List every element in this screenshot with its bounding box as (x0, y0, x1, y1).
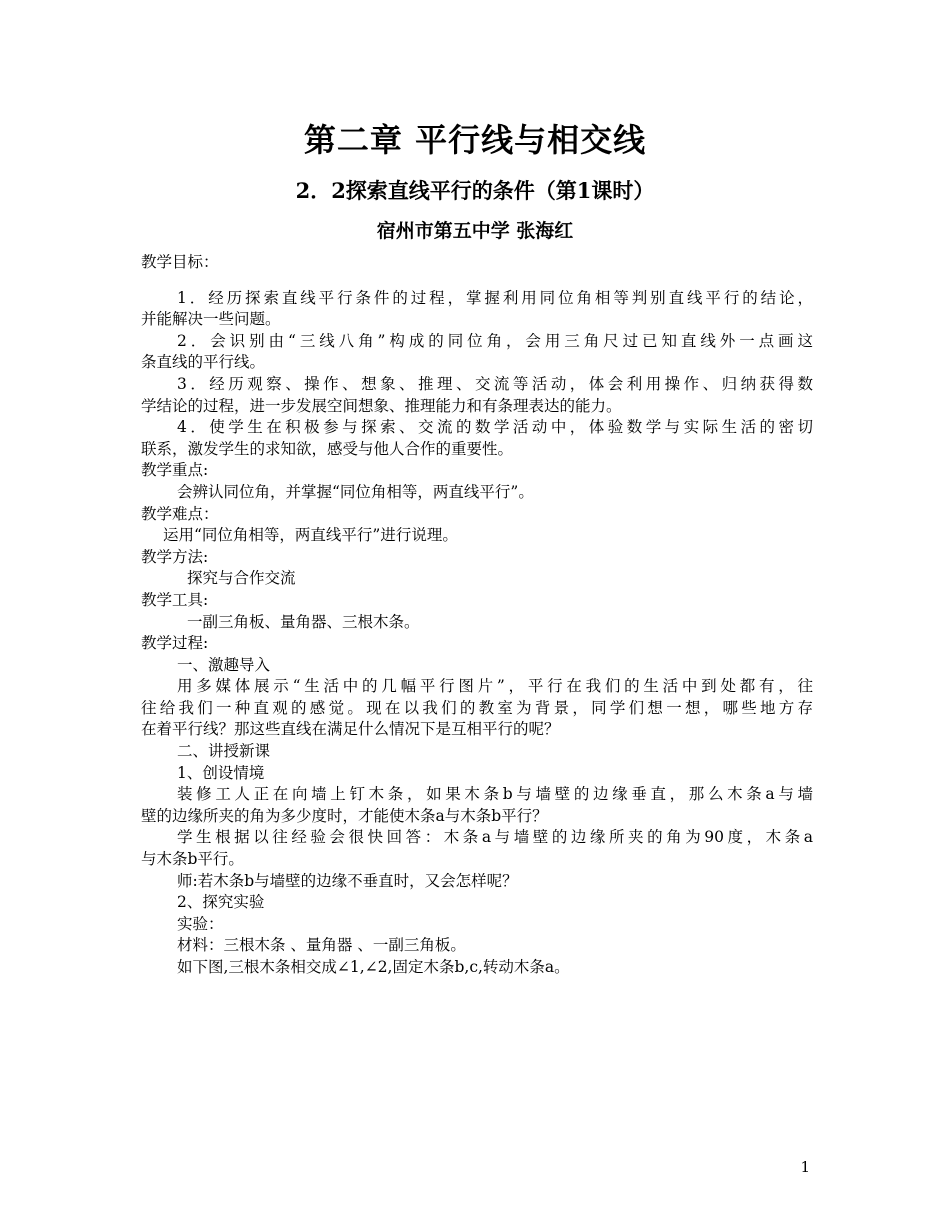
text-line: 2．会识别由“三线八角”构成的同位角，会用三角尺过已知直线外一点画这 (177, 331, 813, 350)
text-line: 运用“同位角相等，两直线平行”进行说理。 (163, 526, 458, 545)
text-line: 材料：三根木条 、量角器 、一副三角板。 (177, 936, 466, 955)
text-line: 一、激趣导入 (177, 655, 271, 674)
document-body (141, 252, 813, 979)
text-line: 学结论的过程，进一步发展空间想象、推理能力和有条理表达的能力。 (141, 396, 622, 415)
text-line: 2、探究实验 (177, 893, 265, 912)
text-line: 二、讲授新课 (177, 742, 271, 761)
author-line: 宿州市第五中学 张海红 (376, 220, 574, 242)
text-line: 师:若木条b与墙壁的边缘不垂直时，又会怎样呢？ (177, 871, 518, 890)
text-line: 教学过程: (141, 634, 209, 653)
text-line: 壁的边缘所夹的角为多少度时，才能使木条a与木条b平行？ (141, 806, 548, 825)
paragraph-gap (141, 274, 813, 288)
text-line: 联系，激发学生的求知欲，感受与他人合作的重要性。 (141, 439, 514, 458)
text-line: 往给我们一种直观的感觉。现在以我们的教室为背景，同学们想一想，哪些地方存 (141, 698, 813, 717)
text-line: 如下图,三根木条相交成∠1,∠2,固定木条b,c,转动木条a。 (177, 958, 570, 976)
text-line: 实验： (177, 914, 224, 933)
text-line: 3．经历观察、操作、想象、推理、交流等活动，体会利用操作、归纳获得数 (177, 374, 813, 393)
text-line: 用多媒体展示“生活中的几幅平行图片”，平行在我们的生活中到处都有，往 (177, 677, 813, 696)
chapter-title: 第二章 平行线与相交线 (303, 121, 647, 159)
text-line: 教学目标： (141, 253, 219, 271)
lesson-title: 2．2探索直线平行的条件（第1课时） (295, 178, 655, 203)
text-line: 1．经历探索直线平行条件的过程，掌握利用同位角相等判别直线平行的结论， (177, 288, 813, 307)
page-number: 1 (800, 1158, 810, 1176)
text-line: 探究与合作交流 (187, 569, 296, 588)
text-line: 会辨认同位角，并掌握“同位角相等，两直线平行”。 (177, 482, 534, 501)
text-line: 与木条b平行。 (141, 850, 244, 869)
text-line: 4．使学生在积极参与探索、交流的数学活动中，体验数学与实际生活的密切 (177, 418, 813, 437)
text-line: 1、创设情境 (177, 763, 265, 782)
text-line: 并能解决一些问题。 (141, 310, 281, 329)
text-line: 教学方法: (141, 547, 209, 566)
text-line: 教学工具: (141, 590, 209, 609)
text-line: 学生根据以往经验会很快回答：木条a与墙壁的边缘所夹的角为90度，木条a (177, 828, 813, 847)
text-line: 装修工人正在向墙上钉木条，如果木条b与墙壁的边缘垂直，那么木条a与墙 (177, 785, 813, 804)
text-line: 在着平行线？那这些直线在满足什么情况下是互相平行的呢？ (141, 720, 560, 739)
text-line: 教学重点: (141, 461, 209, 480)
text-line: 条直线的平行线。 (141, 353, 266, 372)
text-line: 一副三角板、量角器、三根木条。 (187, 612, 420, 631)
text-line: 教学难点： (141, 504, 219, 523)
